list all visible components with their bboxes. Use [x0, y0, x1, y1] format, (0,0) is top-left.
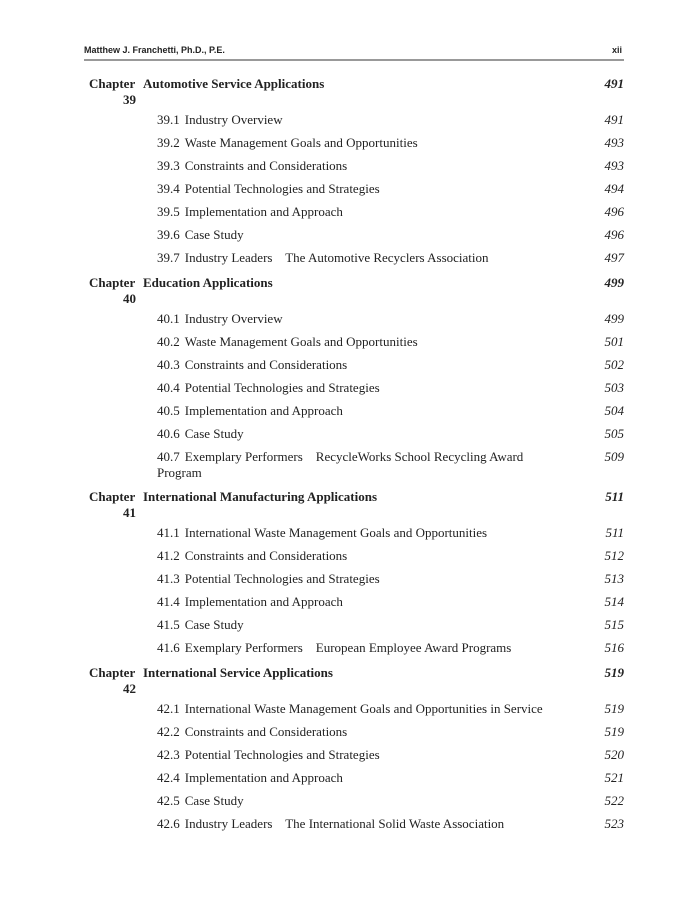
- section-title: Constraints and Considerations: [184, 548, 348, 563]
- toc-chapter: [89, 76, 624, 271]
- section-title: Waste Management Goals and Opportunities: [184, 334, 418, 349]
- toc-section-entry[interactable]: [89, 768, 624, 791]
- section-page-number: 515: [604, 617, 624, 632]
- running-head-page-number: xii: [611, 45, 622, 55]
- toc-section-entry[interactable]: [89, 133, 624, 156]
- toc-section-entry[interactable]: [89, 378, 624, 401]
- toc-section-entry[interactable]: [89, 791, 624, 814]
- chapter-word: Chapter: [89, 665, 136, 680]
- toc-chapter: [89, 665, 624, 837]
- section-title: Constraints and Considerations: [184, 158, 348, 173]
- toc-section-entry[interactable]: [89, 638, 624, 661]
- section-title: Case Study: [184, 227, 244, 242]
- running-head-author: Matthew J. Franchetti, Ph.D., P.E.: [84, 45, 225, 55]
- section-page-number: 523: [604, 816, 624, 831]
- toc-section-entry[interactable]: [89, 309, 624, 332]
- toc-section-entry[interactable]: [89, 615, 624, 638]
- section-number: 42.6: [157, 816, 180, 831]
- toc-section-entry[interactable]: [89, 156, 624, 179]
- chapter-heading[interactable]: [89, 275, 624, 309]
- toc-section-entry[interactable]: [89, 745, 624, 768]
- chapter-heading[interactable]: [89, 665, 624, 699]
- chapter-word: Chapter: [89, 76, 136, 91]
- chapter-number: 41: [123, 505, 136, 520]
- section-page-number: 493: [604, 158, 624, 173]
- section-page-number: 509: [604, 449, 624, 464]
- section-page-number: 522: [604, 793, 624, 808]
- toc-section-entry[interactable]: [89, 569, 624, 592]
- section-title: International Waste Management Goals and Opportunities: [184, 525, 488, 540]
- section-page-number: 493: [604, 135, 624, 150]
- section-list: [89, 110, 624, 271]
- section-page-number: 504: [604, 403, 624, 418]
- section-title: Constraints and Considerations: [184, 357, 348, 372]
- section-number: 41.3: [157, 571, 180, 586]
- toc-section-entry[interactable]: [89, 814, 624, 837]
- toc-section-entry[interactable]: [89, 248, 624, 271]
- chapter-title: International Manufacturing Applications: [143, 489, 378, 504]
- section-number: 42.3: [157, 747, 180, 762]
- toc-section-entry[interactable]: [89, 401, 624, 424]
- section-title: Potential Technologies and Strategies: [184, 181, 380, 196]
- section-number: 39.6: [157, 227, 180, 242]
- toc-section-entry[interactable]: [89, 355, 624, 378]
- section-page-number: 514: [604, 594, 624, 609]
- section-page-number: 502: [604, 357, 624, 372]
- section-number: 40.3: [157, 357, 180, 372]
- chapter-number: 40: [123, 291, 136, 306]
- section-title: Waste Management Goals and Opportunities: [184, 135, 418, 150]
- section-list: [89, 699, 624, 837]
- section-page-number: 516: [604, 640, 624, 655]
- section-page-number: 521: [604, 770, 624, 785]
- section-number: 40.2: [157, 334, 180, 349]
- section-number: 42.1: [157, 701, 180, 716]
- section-page-number: 519: [604, 701, 624, 716]
- section-page-number: 491: [604, 112, 624, 127]
- chapter-page-number: 491: [604, 76, 624, 91]
- section-title: Case Study: [184, 617, 244, 632]
- toc-section-entry[interactable]: [89, 225, 624, 248]
- toc-section-entry[interactable]: [89, 722, 624, 745]
- toc-section-entry[interactable]: [89, 202, 624, 225]
- section-page-number: 494: [604, 181, 624, 196]
- chapter-page-number: 519: [604, 665, 624, 680]
- chapter-number: 39: [123, 92, 136, 107]
- chapter-word: Chapter: [89, 489, 136, 504]
- table-of-contents: [89, 76, 624, 841]
- section-number: 41.6: [157, 640, 180, 655]
- toc-section-entry[interactable]: [89, 110, 624, 133]
- section-title: Case Study: [184, 793, 244, 808]
- section-title: Potential Technologies and Strategies: [184, 571, 380, 586]
- chapter-title: Education Applications: [143, 275, 273, 290]
- toc-section-entry[interactable]: [89, 546, 624, 569]
- section-number: 39.4: [157, 181, 180, 196]
- section-page-number: 505: [604, 426, 624, 441]
- section-number: 39.2: [157, 135, 180, 150]
- chapter-page-number: 511: [605, 489, 624, 504]
- toc-section-entry[interactable]: [89, 699, 624, 722]
- section-page-number: 513: [604, 571, 624, 586]
- toc-chapter: [89, 489, 624, 661]
- section-number: 40.7: [157, 449, 180, 464]
- section-number: 41.1: [157, 525, 180, 540]
- chapter-page-number: 499: [604, 275, 624, 290]
- section-page-number: 512: [604, 548, 624, 563]
- section-page-number: 520: [604, 747, 624, 762]
- toc-section-entry[interactable]: [89, 447, 624, 485]
- section-page-number: 503: [604, 380, 624, 395]
- chapter-heading[interactable]: [89, 76, 624, 110]
- section-page-number: 519: [604, 724, 624, 739]
- section-title: Industry Leaders The Automotive Recyclers Association: [184, 250, 489, 265]
- chapter-number: 42: [123, 681, 136, 696]
- section-title: Exemplary Performers RecycleWorks School Recycling Award Program: [157, 449, 527, 480]
- section-page-number: 501: [604, 334, 624, 349]
- section-title: Industry Overview: [184, 112, 283, 127]
- section-number: 42.5: [157, 793, 180, 808]
- section-number: 40.6: [157, 426, 180, 441]
- section-page-number: 511: [605, 525, 624, 540]
- chapter-title: Automotive Service Applications: [143, 76, 325, 91]
- section-number: 40.1: [157, 311, 180, 326]
- toc-section-entry[interactable]: [89, 332, 624, 355]
- section-number: 39.7: [157, 250, 180, 265]
- section-number: 40.4: [157, 380, 180, 395]
- section-number: 39.5: [157, 204, 180, 219]
- toc-section-entry[interactable]: [89, 424, 624, 447]
- section-number: 40.5: [157, 403, 180, 418]
- section-title: Industry Overview: [184, 311, 283, 326]
- section-number: 41.2: [157, 548, 180, 563]
- section-number: 41.5: [157, 617, 180, 632]
- section-title: Implementation and Approach: [184, 594, 343, 609]
- header-rule: [84, 59, 624, 61]
- page-header: [84, 42, 622, 58]
- section-title: Industry Leaders The International Solid Waste Association: [184, 816, 505, 831]
- section-page-number: 499: [604, 311, 624, 326]
- section-page-number: 496: [604, 227, 624, 242]
- section-list: [89, 523, 624, 661]
- section-number: 42.4: [157, 770, 180, 785]
- chapter-word: Chapter: [89, 275, 136, 290]
- toc-section-entry[interactable]: [89, 179, 624, 202]
- section-title: Case Study: [184, 426, 244, 441]
- section-page-number: 497: [604, 250, 624, 265]
- toc-chapter: [89, 275, 624, 485]
- section-title: Exemplary Performers European Employee Award Programs: [184, 640, 512, 655]
- section-title: Potential Technologies and Strategies: [184, 747, 380, 762]
- section-title: Implementation and Approach: [184, 204, 343, 219]
- toc-section-entry[interactable]: [89, 523, 624, 546]
- section-number: 39.3: [157, 158, 180, 173]
- chapter-title: International Service Applications: [143, 665, 333, 680]
- section-title: Implementation and Approach: [184, 770, 343, 785]
- toc-section-entry[interactable]: [89, 592, 624, 615]
- section-title: Constraints and Considerations: [184, 724, 348, 739]
- section-number: 42.2: [157, 724, 180, 739]
- section-title: Potential Technologies and Strategies: [184, 380, 380, 395]
- section-title: International Waste Management Goals and Opportunities in Service: [184, 701, 543, 716]
- section-number: 41.4: [157, 594, 180, 609]
- section-list: [89, 309, 624, 485]
- section-title: Implementation and Approach: [184, 403, 343, 418]
- section-page-number: 496: [604, 204, 624, 219]
- section-number: 39.1: [157, 112, 180, 127]
- chapter-heading[interactable]: [89, 489, 624, 523]
